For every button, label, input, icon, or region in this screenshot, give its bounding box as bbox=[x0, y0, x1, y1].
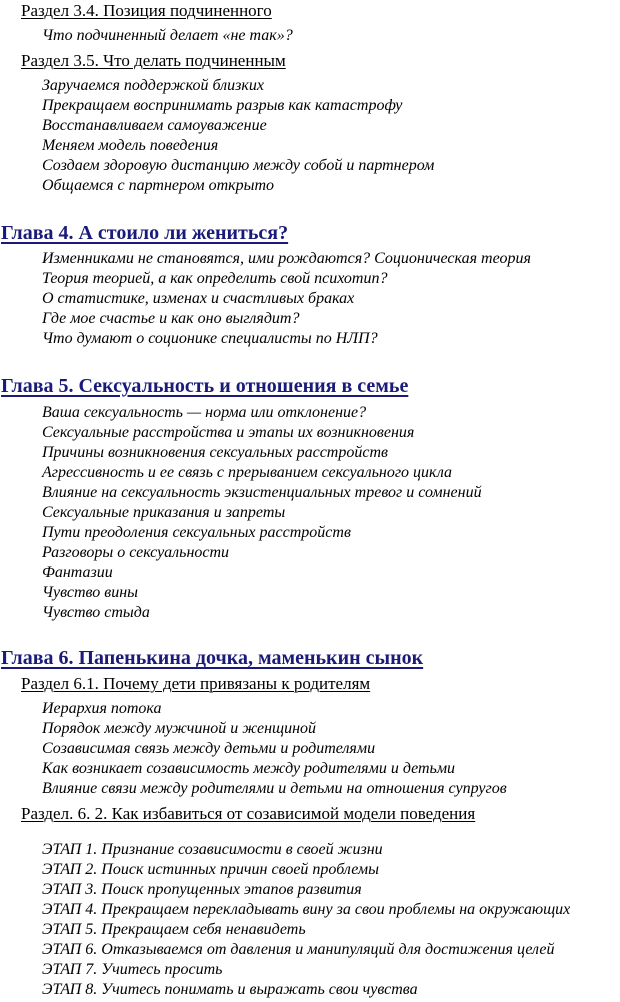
list-item: ЭТАП 6. Отказываемся от давления и манипуляций для достижения целей bbox=[42, 941, 555, 958]
list-item: Меняем модель поведения bbox=[42, 137, 219, 154]
list-item: Причины возникновения сексуальных расстройств bbox=[42, 444, 388, 461]
list-item: Сексуальные приказания и запреты bbox=[42, 504, 286, 521]
section-3-4-link[interactable]: Раздел 3.4. Позиция подчиненного bbox=[21, 1, 272, 20]
list-item: Что думают о соционике специалисты по НЛП? bbox=[42, 330, 378, 347]
list-item: Пути преодоления сексуальных расстройств bbox=[42, 524, 351, 541]
list-item: Чувство стыда bbox=[42, 604, 150, 621]
chapter-5-link[interactable]: Глава 5. Сексуальность и отношения в семье bbox=[1, 375, 409, 397]
list-item: Теория теорией, а как определить свой психотип? bbox=[42, 270, 388, 287]
list-item: Общаемся с партнером открыто bbox=[42, 177, 275, 194]
list-item: Изменниками не становятся, ими рождаются? Соционическая теория bbox=[42, 250, 531, 267]
list-item: Созависимая связь между детьми и родителями bbox=[42, 740, 376, 757]
section-6-1-link[interactable]: Раздел 6.1. Почему дети привязаны к родителям bbox=[21, 674, 371, 693]
list-item: Чувство вины bbox=[42, 584, 138, 601]
list-item: ЭТАП 8. Учитесь понимать и выражать свои чувства bbox=[42, 981, 418, 998]
list-item: Заручаемся поддержкой близких bbox=[42, 77, 264, 94]
section-3-5-link[interactable]: Раздел 3.5. Что делать подчиненным bbox=[21, 51, 286, 70]
list-item: Влияние на сексуальность экзистенциальных тревог и сомнений bbox=[42, 484, 482, 501]
list-item: ЭТАП 7. Учитесь просить bbox=[42, 961, 223, 978]
list-item: Прекращаем воспринимать разрыв как катастрофу bbox=[42, 97, 403, 114]
section-6-2-link[interactable]: Раздел. 6. 2. Как избавиться от созависимой модели поведения bbox=[21, 804, 476, 823]
list-item: ЭТАП 5. Прекращаем себя ненавидеть bbox=[42, 921, 306, 938]
list-item: Влияние связи между родителями и детьми на отношения супругов bbox=[42, 780, 507, 797]
chapter-6-link[interactable]: Глава 6. Папенькина дочка, маменькин сынок bbox=[1, 647, 424, 669]
list-item: Фантазии bbox=[42, 564, 113, 581]
list-item: О статистике, изменах и счастливых браках bbox=[42, 290, 355, 307]
list-item: Создаем здоровую дистанцию между собой и партнером bbox=[42, 157, 435, 174]
list-item: ЭТАП 2. Поиск истинных причин своей проблемы bbox=[42, 861, 379, 878]
list-item: ЭТАП 3. Поиск пропущенных этапов развития bbox=[42, 881, 362, 898]
list-item: Восстанавливаем самоуважение bbox=[42, 117, 267, 134]
list-item: Где мое счастье и как оно выглядит? bbox=[42, 310, 300, 327]
list-item: Сексуальные расстройства и этапы их возникновения bbox=[42, 424, 415, 441]
list-item: Агрессивность и ее связь с прерыванием сексуального цикла bbox=[42, 464, 453, 481]
list-item: Разговоры о сексуальности bbox=[42, 544, 230, 561]
list-item: Как возникает созависимость между родителями и детьми bbox=[42, 760, 456, 777]
list-item: ЭТАП 4. Прекращаем перекладывать вину за свои проблемы на окружающих bbox=[42, 901, 571, 918]
list-item: Порядок между мужчиной и женщиной bbox=[42, 720, 317, 737]
list-item: Что подчиненный делает «не так»? bbox=[42, 27, 293, 44]
list-item: Иерархия потока bbox=[42, 700, 162, 717]
list-item: ЭТАП 1. Признание созависимости в своей жизни bbox=[42, 841, 383, 858]
list-item: Ваша сексуальность — норма или отклонение? bbox=[42, 404, 367, 421]
chapter-4-link[interactable]: Глава 4. А стоило ли жениться? bbox=[1, 222, 289, 244]
